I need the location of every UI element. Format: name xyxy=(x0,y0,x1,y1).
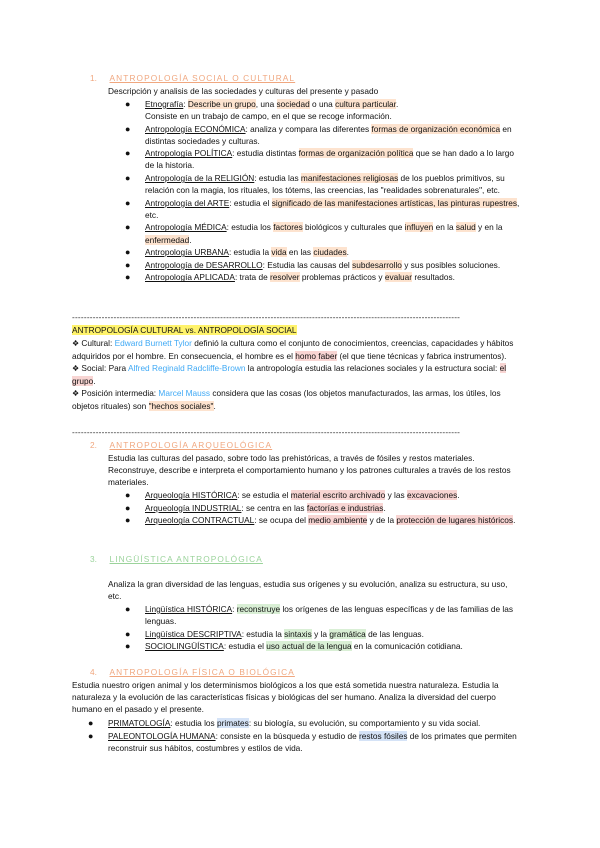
highlighted-text: factores xyxy=(273,222,303,233)
bullet-icon: ● xyxy=(88,730,94,741)
highlighted-text: vida xyxy=(271,247,287,258)
bullet-icon: ● xyxy=(125,628,131,639)
list-item xyxy=(125,271,520,283)
list-item xyxy=(125,514,520,526)
highlighted-text: significado de las manifestaciones artísticas, las pinturas rupestres xyxy=(271,197,518,208)
item-text: : se estudia el xyxy=(237,490,291,500)
section-number: 2. xyxy=(90,440,97,450)
section-1-list xyxy=(125,98,520,284)
section-title: LINGÜÍSTICA ANTROPOLÓGICA xyxy=(109,554,263,564)
item-text: y en la xyxy=(475,222,503,233)
highlighted-text: uso actual de la lengua xyxy=(266,641,352,652)
author-name: Marcel Mauss xyxy=(158,388,211,399)
highlighted-text: material escrito archivado xyxy=(290,490,386,500)
item-term: Etnografía xyxy=(145,99,184,109)
diamond-bullet-icon: ❖ xyxy=(72,389,82,399)
highlighted-text: medio ambiente xyxy=(308,515,368,526)
highlighted-text: formas de organización económica xyxy=(371,123,501,134)
item-term: Lingüística HISTÓRICA xyxy=(145,604,233,614)
item-text: de las lenguas. xyxy=(365,628,424,639)
highlighted-text: homo faber xyxy=(295,351,338,362)
section-title: ANTROPOLOGÍA SOCIAL O CULTURAL xyxy=(109,73,296,83)
item-text: definió la cultura como el conjunto de conocimientos, creencias, capacidades y hábitos adquiridos por el hombre. En consecuencia, el hombre es el xyxy=(72,338,514,362)
item-text: de los pueblos primitivos, su relación con la magia, los rituales, los tótems, las creencias, las "realidades sobrenaturales", etc. xyxy=(145,173,505,196)
highlighted-text: sociedad xyxy=(276,99,310,109)
section-4-intro: Estudia nuestro origen animal y los determinismos biológicos a los que está sometida nuestra naturaleza. Estudia la naturaleza y la evolución de las características físicas y biológicas del ser humano. Analiza la diversidad del cuerpo humano en el pasado y el presente. xyxy=(72,680,499,715)
section-2-heading xyxy=(90,439,272,451)
item-text: : analiza y compara las diferentes xyxy=(245,123,372,134)
section-title: ANTROPOLOGÍA ARQUEOLÓGICA xyxy=(109,440,273,450)
item-term: Antropología URBANA xyxy=(145,247,229,258)
item-term: Antropología APLICADA xyxy=(145,272,235,283)
bullet-icon: ● xyxy=(125,604,131,614)
item-text: (el que tiene técnicas y fabrica instrumentos). xyxy=(337,351,507,362)
item-text: y las xyxy=(385,490,407,500)
list-item xyxy=(125,123,520,147)
section-number: 4. xyxy=(90,667,97,677)
comparison-list xyxy=(72,337,520,413)
item-term: Antropología de DESARROLLO xyxy=(145,259,263,270)
item-text: . xyxy=(457,490,460,500)
section-4-list xyxy=(88,717,520,754)
highlighted-text: el grupo xyxy=(72,363,507,387)
bullet-icon: ● xyxy=(125,197,131,208)
item-text: y la xyxy=(311,628,330,639)
item-term: PRIMATOLOGÍA xyxy=(108,718,171,728)
list-item xyxy=(125,197,520,221)
item-text: : estudia los xyxy=(170,718,217,728)
item-text: Posición intermedia: xyxy=(81,388,159,399)
item-text: : estudia el xyxy=(229,197,272,208)
item-text: Consiste en un trabajo de campo, en el que se recoge información. xyxy=(145,111,392,122)
item-text: . xyxy=(383,502,386,513)
list-item xyxy=(88,730,520,754)
bullet-icon: ● xyxy=(125,148,131,159)
comparison-title: ANTROPOLOGÍA CULTURAL vs. ANTROPOLOGÍA SOCIAL xyxy=(72,325,297,335)
item-term: Antropología MÉDICA xyxy=(145,222,227,233)
list-item xyxy=(88,717,520,729)
bullet-icon: ● xyxy=(125,502,131,513)
item-text: Cultural: xyxy=(81,338,115,348)
item-term: Arqueología HISTÓRICA xyxy=(145,490,238,500)
bullet-icon: ● xyxy=(88,718,94,728)
item-text: . xyxy=(346,247,349,258)
highlighted-text: gramática xyxy=(329,628,366,639)
item-text: : se centra en las xyxy=(241,502,307,513)
highlighted-text: excavaciones xyxy=(406,490,458,500)
comparison-item xyxy=(72,387,520,412)
highlighted-text: resolver xyxy=(270,272,300,283)
section-1-heading xyxy=(90,72,295,84)
item-text: en la xyxy=(433,222,456,233)
list-item xyxy=(125,502,520,514)
section-number: 3. xyxy=(90,554,97,564)
highlighted-text: factorías e industrias xyxy=(306,502,384,513)
item-text: : se ocupa del xyxy=(254,515,309,526)
bullet-icon: ● xyxy=(125,272,131,283)
item-text: : consiste en la búsqueda y estudio de xyxy=(215,730,360,741)
highlighted-text: Describe un grupo xyxy=(187,99,256,109)
divider: ----------------------------------------------------------------------------------------------------------------------------------- xyxy=(72,312,461,322)
list-item xyxy=(125,628,520,640)
item-term: Antropología de la RELIGIÓN xyxy=(145,173,255,184)
item-text: o una xyxy=(309,99,336,109)
comparison-item xyxy=(72,337,520,362)
section-number: 1. xyxy=(90,73,97,83)
bullet-icon: ● xyxy=(125,490,131,500)
item-text: : Estudia las causas del xyxy=(262,259,353,270)
item-text: . xyxy=(213,401,216,412)
item-term: Antropología POLÍTICA xyxy=(145,148,233,159)
item-term: Antropología ECONÓMICA xyxy=(145,123,246,134)
highlighted-text: influyen xyxy=(404,222,434,233)
highlighted-text: cultura particular xyxy=(335,99,396,109)
item-text: . xyxy=(93,376,96,387)
item-text: . xyxy=(395,99,399,109)
list-item xyxy=(125,147,520,171)
section-3-list xyxy=(125,603,520,653)
item-text: . xyxy=(513,515,516,526)
divider: ----------------------------------------------------------------------------------------------------------------------------------- xyxy=(72,427,461,437)
item-text: : estudia las xyxy=(254,173,301,184)
item-text: considera que las cosas (los objetos manufacturados, las armas, los útiles, los objetos rituales) son xyxy=(72,388,501,412)
highlighted-text: salud xyxy=(455,222,476,233)
item-term: PALEONTOLOGÍA HUMANA xyxy=(108,730,216,741)
item-text: los orígenes de las lenguas específicas y de las familias de las lenguas. xyxy=(145,604,514,627)
list-item xyxy=(125,603,520,627)
bullet-icon: ● xyxy=(125,222,131,233)
item-text: . xyxy=(189,234,192,245)
highlighted-text: subdesarrollo xyxy=(352,259,402,270)
item-text: en distintas sociedades y culturas. xyxy=(145,123,512,146)
list-item xyxy=(125,489,520,501)
item-text: , etc. xyxy=(145,197,520,220)
highlighted-text: formas de organización política xyxy=(298,148,414,159)
item-term: Arqueología CONTRACTUAL xyxy=(145,515,255,526)
diamond-bullet-icon: ❖ xyxy=(72,339,82,348)
highlighted-text: primates xyxy=(217,718,249,728)
highlighted-text: manifestaciones religiosas xyxy=(300,173,399,184)
item-text: en la comunicación cotidiana. xyxy=(351,641,463,652)
highlighted-text: restos fósiles xyxy=(359,730,408,741)
author-name: Alfred Reginald Radcliffe-Brown xyxy=(128,363,246,374)
item-text: : su biología, su evolución, su comportamiento y su vida social. xyxy=(248,718,481,728)
item-text: de los primates que permiten reconstruir sus hábitos, costumbres y estilos de vida. xyxy=(108,730,517,753)
bullet-icon: ● xyxy=(125,515,131,526)
section-3-heading xyxy=(90,553,263,565)
bullet-icon: ● xyxy=(125,259,131,270)
bullet-icon: ● xyxy=(125,99,131,109)
list-item xyxy=(125,640,520,652)
highlighted-text: "hechos sociales" xyxy=(148,401,214,412)
highlighted-text: enfermedad xyxy=(145,234,190,245)
diamond-bullet-icon: ❖ xyxy=(72,364,82,374)
section-2-list xyxy=(125,489,520,527)
section-2-intro: Estudia las culturas del pasado, sobre todo las prehistóricas, a través de fósiles y restos materiales. Reconstruye, describe e interpreta el comportamiento humano y los patrones culturales a través de los restos materiales. xyxy=(108,453,511,488)
list-item xyxy=(125,259,520,271)
item-text: : estudia distintas xyxy=(232,148,299,159)
item-text: en las xyxy=(286,247,314,258)
section-1-intro: Descripción y analisis de las sociedades y culturas del presente y pasado xyxy=(108,86,379,96)
item-term: Antropología del ARTE xyxy=(145,197,230,208)
item-text: problemas prácticos y xyxy=(299,272,385,283)
section-3-intro: Analiza la gran diversidad de las lenguas, estudia sus orígenes y su evolución, analiza su estructura, su uso, etc. xyxy=(108,579,508,602)
author-name: Edward Burnett Tylor xyxy=(114,338,192,348)
item-text: Social: Para xyxy=(81,363,128,374)
item-text: : estudia los xyxy=(226,222,274,233)
list-item xyxy=(125,98,520,122)
bullet-icon: ● xyxy=(125,123,131,134)
item-text: resultados. xyxy=(412,272,455,283)
item-text: y sus posibles soluciones. xyxy=(401,259,501,270)
item-text: : estudia la xyxy=(241,628,285,639)
bullet-icon: ● xyxy=(125,641,131,652)
highlighted-text: reconstruye xyxy=(236,604,281,614)
item-text: y de la xyxy=(367,515,397,526)
item-term: SOCIOLINGÜÍSTICA xyxy=(145,641,224,652)
comparison-item xyxy=(72,362,520,387)
section-4-heading xyxy=(90,666,295,678)
item-text: la antropología estudia las relaciones sociales y la estructura social: xyxy=(245,363,500,374)
list-item xyxy=(125,221,520,245)
item-text: : xyxy=(183,99,188,109)
item-term: Arqueología INDUSTRIAL xyxy=(145,502,242,513)
section-title: ANTROPOLOGÍA FÍSICA O BIOLÓGICA xyxy=(109,667,295,677)
item-term: Lingüística DESCRIPTIVA xyxy=(145,628,242,639)
item-text: biológicos y culturales que xyxy=(302,222,405,233)
item-text: : estudia la xyxy=(228,247,272,258)
item-text: que se han dado a lo largo de la historia. xyxy=(145,148,515,171)
item-text: : estudia el xyxy=(223,641,267,652)
highlighted-text: protección de lugares históricos xyxy=(396,515,514,526)
list-item xyxy=(125,172,520,196)
bullet-icon: ● xyxy=(125,247,131,258)
item-text: : trata de xyxy=(234,272,270,283)
bullet-icon: ● xyxy=(125,173,131,184)
highlighted-text: sintaxis xyxy=(284,628,312,639)
highlighted-text: ciudades xyxy=(313,247,347,258)
item-text: : xyxy=(232,604,237,614)
highlighted-text: evaluar xyxy=(384,272,413,283)
list-item xyxy=(125,246,520,258)
item-text: , una xyxy=(255,99,277,109)
